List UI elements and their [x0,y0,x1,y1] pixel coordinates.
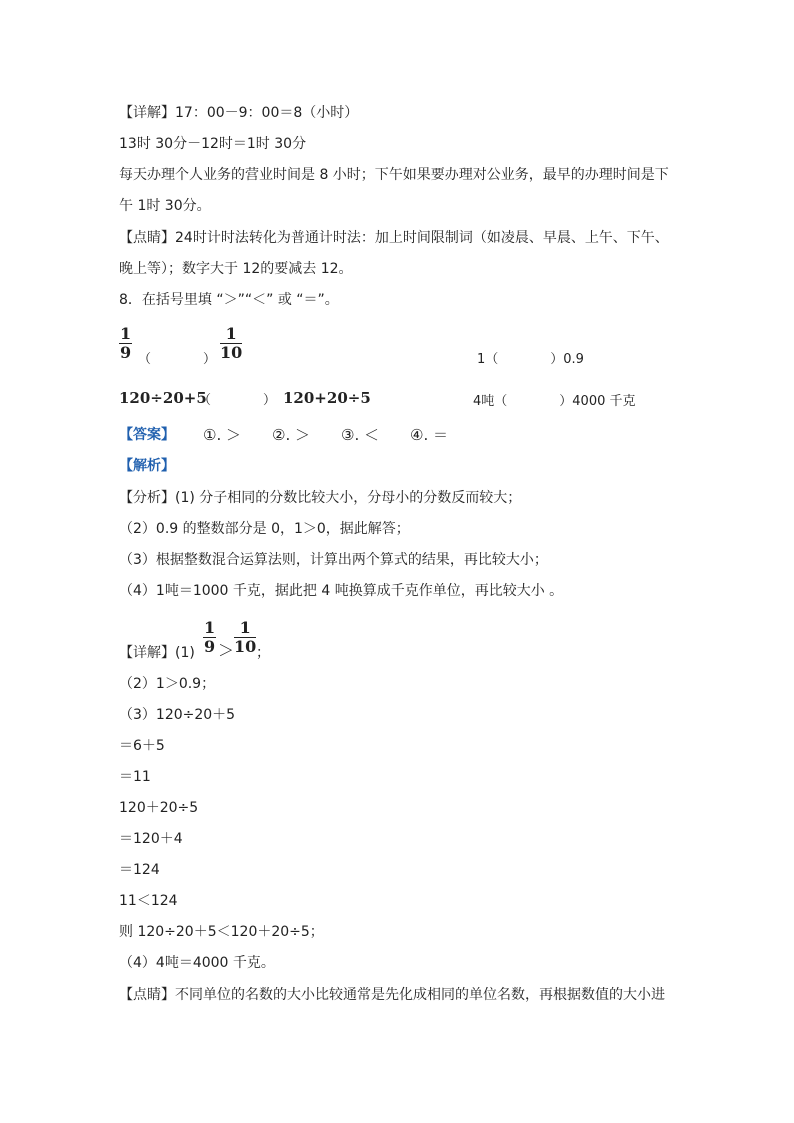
detail-line: ＝124 [119,862,160,878]
detail-line: 120＋20÷5 [119,800,199,816]
fraction-numerator: 1 [204,618,216,637]
detail-line: ＝6＋5 [119,738,165,754]
detail-line: 11＜124 [119,893,178,909]
key-point-line: 晚上等）；数字大于 12的要减去 12。 [119,261,353,277]
expression-2: 120+20÷5 [283,389,371,407]
analysis-line: （3）根据整数混合运算法则，计算出两个算式的结果，再比较大小； [119,552,548,568]
answer-2: ②. ＞ [272,426,310,444]
fraction-one-ninth [203,619,216,656]
detail-line: 则 120÷20＋5＜120＋20÷5； [119,924,324,940]
detail-line: 午 1时 30分。 [119,198,211,214]
answer-blank: （ ） [198,393,277,408]
analysis-line: （4）1吨＝1000 千克，据此把 4 吨换算成千克作单位，再比较大小 。 [119,583,564,599]
fraction-denominator: 9 [204,637,216,656]
answer-1: ①. ＞ [203,426,241,444]
compare-item-2: 1（ ）0.9 [477,352,584,367]
fraction-numerator: 1 [234,619,256,638]
answer-blank: （ ） [138,352,217,367]
detail-line: （3）120÷20＋5 [119,707,236,723]
fraction-numerator: 1 [220,325,242,344]
analysis-line: 【分析】(1) 分子相同的分数比较大小，分母小的分数反而较大； [119,490,522,506]
fraction-one-tenth [234,619,256,656]
key-point-line: 【点睛】不同单位的名数的大小比较通常是先化成相同的单位名数，再根据数值的大小进 [119,987,665,1003]
detail-line: （4）4吨＝4000 千克。 [119,955,275,971]
fraction-denominator: 10 [234,637,257,656]
answer-4: ④. ＝ [410,426,448,444]
detail-line: 【详解】17：00－9：00＝8（小时） [119,105,359,121]
detail-line: 13时 30分－12时＝1时 30分 [119,136,307,152]
expression-1: 120÷20+5 [119,389,207,407]
compare-item-4: 4吨（ ）4000 千克 [473,394,636,409]
fraction-denominator: 9 [120,343,132,362]
detail-line: 每天办理个人业务的营业时间是 8 小时；下午如果要办理对公业务，最早的办理时间是下 [119,167,669,183]
fraction-one-ninth [119,325,132,362]
detail-prefix: 【详解】(1) [119,645,195,661]
semicolon: ； [256,645,270,661]
detail-line: ＝120＋4 [119,831,183,847]
question-title: 8．在括号里填 “＞”“＜” 或 “＝”。 [119,292,339,308]
key-point-line: 【点睛】24时计时法转化为普通计时法：加上时间限制词（如凌晨、早晨、上午、下午、 [119,230,669,246]
detail-line: ＝11 [119,769,151,785]
answer-3: ③. ＜ [341,426,379,444]
fraction-denominator: 10 [220,343,243,362]
greater-than-sign: ＞ [218,641,235,660]
answer-label: 【答案】 [119,427,175,443]
analysis-line: （2）0.9 的整数部分是 0，1＞0，据此解答； [119,521,410,537]
analysis-label: 【解析】 [119,458,175,474]
fraction-one-tenth [220,325,242,362]
fraction-numerator: 1 [120,324,132,343]
detail-line: （2）1＞0.9； [119,676,216,692]
